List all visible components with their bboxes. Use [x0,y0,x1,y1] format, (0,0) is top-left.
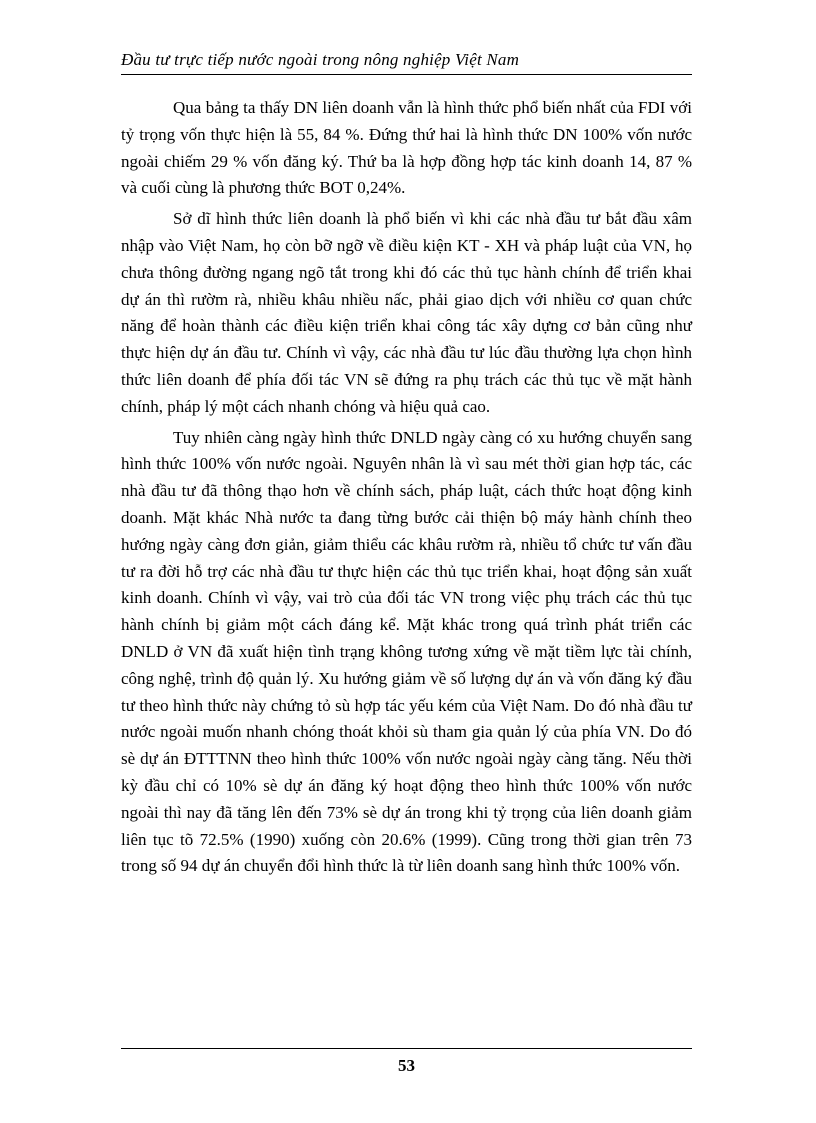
body-text [121,95,692,884]
paragraph-3: Tuy nhiên càng ngày hình thức DNLD ngày càng có xu hướng chuyển sang hình thức 100% vốn nước ngoài. Nguyên nhân là vì sau mét thời gian hợp tác, các nhà đầu tư đã thông thạo hơn về chính sách, pháp luật, cách thức hoạt động kinh doanh. Mặt khác Nhà nước ta đang từng bước cải thiện bộ máy hành chính theo hướng ngày càng đơn giản, giảm thiểu các khâu rườm rà, nhiều tổ chức tư vấn đầu tư ra đời hỗ trợ các nhà đầu tư thực hiện các thủ tục triển khai, hoạt động sản xuất kinh doanh. Chính vì vậy, vai trò của đối tác VN trong việc phụ trách các thủ tục hành chính bị giảm một cách đáng kể. Mặt khác trong quá trình phát triển các DNLD ở VN đã xuất hiện tình trạng không tương xứng về mặt tiềm lực tài chính, công nghệ, trình độ quản lý. Xu hướng giảm về số lượng dự án và vốn đăng ký đầu tư theo hình thức này chứng tỏ sù hợp tác yếu kém của Việt Nam. Do đó nhà đầu tư nước ngoài muốn nhanh chóng thoát khỏi sù tham gia quản lý của phía VN. Do đó sè dự án ĐTTTNN theo hình thức 100% vốn nước ngoài ngày càng tăng. Nếu thời kỳ đầu chỉ có 10% sè dự án đăng ký hoạt động theo hình thức 100% vốn nước ngoài thì nay đã tăng lên đến 73% sè dự án trong khi tỷ trọng của liên doanh giảm liên tục tõ 72.5% (1990) xuống còn 20.6% (1999). Cũng trong thời gian trên 73 trong số 94 dự án chuyển đổi hình thức là từ liên doanh sang hình thức 100% vốn. [121,427,692,876]
paragraph-1: Qua bảng ta thấy DN liên doanh vẫn là hình thức phổ biến nhất của FDI với tỷ trọng vốn thực hiện là 55, 84 %. Đứng thứ hai là hình thức DN 100% vốn nước ngoài chiếm 29 % vốn đăng ký. Thứ ba là hợp đồng hợp tác kinh doanh 14, 87 % và cuối cùng là phương thức BOT 0,24%. [121,98,692,198]
paragraph-2: Sở dĩ hình thức liên doanh là phổ biến vì khi các nhà đầu tư bắt đầu xâm nhập vào Việt Nam, họ còn bỡ ngỡ về điều kiện KT - XH và pháp luật của VN, họ chưa thông đường ngang ngõ tắt trong khi đó các thủ tục hành chính để triển khai dự án thì rườm rà, nhiều khâu nhiều nấc, phải giao dịch với nhiều cơ quan chức năng để hoàn thành các điều kiện triển khai công tác xây dựng cơ bản cũng như thực hiện dự án đầu tư. Chính vì vậy, các nhà đầu tư lúc đầu thường lựa chọn hình thức liên doanh để phía đối tác VN sẽ đứng ra phụ trách các thủ tục về mặt hành chính, pháp lý một cách nhanh chóng và hiệu quả cao. [121,209,692,416]
page-number: 53 [398,1056,415,1075]
running-header [121,48,692,75]
footer-divider [121,1048,692,1049]
header-title: Đầu tư trực tiếp nước ngoài trong nông nghiệp Việt Nam [121,50,520,69]
